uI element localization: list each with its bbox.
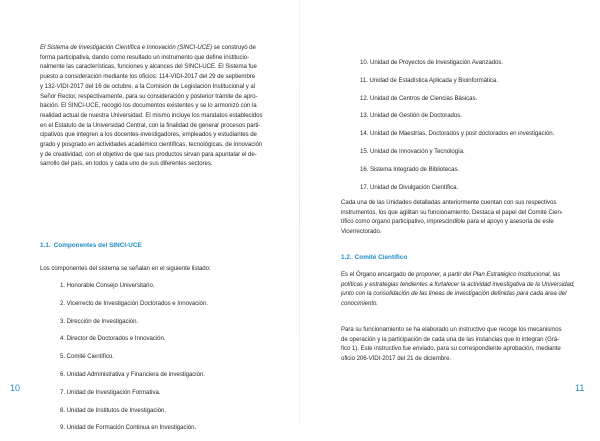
page-number-left: 10	[10, 383, 21, 393]
section-heading-committee	[341, 253, 407, 262]
paragraph-line: oficio 206-VIDI-2017 del 21 de diciembre.	[341, 355, 452, 363]
section-title: Componentes del SINCI-UCE	[53, 242, 142, 249]
paragraph-line: Es el Órgano encargado de proponer, a partir del Plan Estratégico Institucional, las	[341, 271, 561, 278]
list-item: 5. Comité Científico.	[60, 353, 114, 361]
intro-line: en el Estatuto de la Universidad Central, con la finalidad de generar procesos parti-	[40, 121, 261, 129]
list-item: 16. Sistema Integrado de Bibliotecas.	[360, 165, 460, 173]
intro-line: puesto a consideración mediante los oficios: 114-VIDI-2017 del 29 de septiembre	[40, 73, 256, 81]
intro-line: y de creatividad, con el objetivo de que sus productos sirvan para apuntalar el de-	[40, 150, 257, 158]
paragraph-line: tífico como órgano participativo, imprescindible para el apoyo y asesoría de este	[341, 218, 554, 226]
intro-line: bación. El SINCI-UCE, recogió los documentos existentes y se lo armonizó con la	[40, 102, 257, 110]
intro-line: nalmente las características, funciones y alcances del SINCI-UCE. El Sistema fue	[40, 63, 257, 71]
intro-line: El Sistema de Investigación Científica e Innovación (SINCI-UCE) se construyó de	[40, 44, 256, 51]
committee-paragraph	[341, 270, 575, 309]
intro-paragraph	[40, 43, 266, 169]
intro-line: y 132-VIDI-2017 del 16 de octubre, a la Comisión de Legislación Institucional y al	[40, 82, 256, 90]
list-item: 11. Unidad de Estadística Aplicada y Bioinformática.	[360, 76, 498, 84]
list-item: 7. Unidad de Investigación Formativa.	[60, 388, 161, 396]
instructive-paragraph	[341, 325, 567, 364]
list-item: 17. Unidad de Divulgación Científica.	[360, 183, 459, 191]
paragraph-line: Para su funcionamiento se ha elaborado un instructivo que recoge los mecanismos	[341, 326, 562, 333]
paragraph-line: Vicerrectorado.	[341, 228, 382, 236]
paragraph-line: políticas y estrategias tendientes a fortalecer la actividad investigativa de la Universidad,	[341, 280, 575, 288]
section-heading-components	[40, 241, 142, 250]
paragraph-line: fico 1). Este instructivo fue enviado, para su correspondiente aprobación, mediante	[341, 345, 561, 353]
list-item: 4. Director de Doctorados e Innovación.	[60, 335, 166, 343]
paragraph-line: instrumentos, los que agilitan su funcionamiento. Destaca el papel del Comité Cien-	[341, 208, 563, 216]
section-number: 1.1.	[40, 242, 51, 249]
page-number-right: 11	[575, 383, 585, 393]
paragraph-line: Cada una de las Unidades detalladas anteriormente cuentan con sus respectivos	[341, 199, 557, 206]
paragraph-line: de operación y la participación de cada una de las instancias que lo integran (Grá-	[341, 335, 560, 343]
list-item: 1. Honorable Consejo Universitario.	[60, 282, 155, 289]
left-page	[0, 0, 300, 432]
right-page	[300, 0, 600, 425]
intro-line: forma participativa, dando como resultado un instrumento que define institucio-	[40, 53, 250, 61]
intro-line: cipativos que integren a los docentes-investigadores, empleados y estudiantes de	[40, 131, 257, 139]
list-item: 2. Vicerrecto de Investigación Doctorados e Innovación.	[60, 299, 208, 307]
list-item: 10. Unidad de Proyectos de Investigación Avanzados.	[360, 59, 504, 66]
section-number: 1.2.	[341, 254, 352, 261]
intro-line: realidad actual de nuestra Universidad. El mismo incluye los mandatos establecidos	[40, 111, 263, 119]
list-item: 13. Unidad de Gestión de Doctorados.	[360, 112, 462, 120]
components-list-right	[360, 58, 595, 200]
list-item: 14. Unidad de Maestrías, Doctorados y post doctorados en investigación.	[360, 130, 555, 138]
list-item: 6. Unidad Administrativa y Financiera de investigación.	[60, 370, 205, 378]
list-item: 9. Unidad de Formación Continua en Investigación.	[60, 424, 197, 432]
list-intro: Los componentes del sistema se señalan en el siguiente listado:	[40, 265, 211, 272]
section-title: Comité Científico	[354, 254, 408, 261]
list-item: 15. Unidad de Innovación y Tecnología.	[360, 147, 465, 155]
intro-line: sarrollo del país, en todos y cada uno de sus diferentes sectores.	[40, 160, 213, 168]
paragraph-line: conocimiento.	[341, 300, 378, 308]
intro-line: grado y posgrado en actividades académico científicas, tecnológicas, de innovación	[40, 141, 263, 149]
list-item: 3. Dirección de Investigación.	[60, 317, 139, 325]
list-item: 8. Unidad de Institutos de Investigación.	[60, 406, 167, 414]
units-paragraph	[341, 198, 567, 237]
intro-line: Señor Rector, respectivamente, para su consideración y posterior trámite de apro-	[40, 92, 258, 100]
components-list-left	[60, 281, 290, 441]
paragraph-line: junto con la consolidación de las líneas de investigación definidas para cada área del	[341, 290, 567, 298]
list-item: 12. Unidad de Centros de Ciencias Básicas.	[360, 94, 478, 102]
